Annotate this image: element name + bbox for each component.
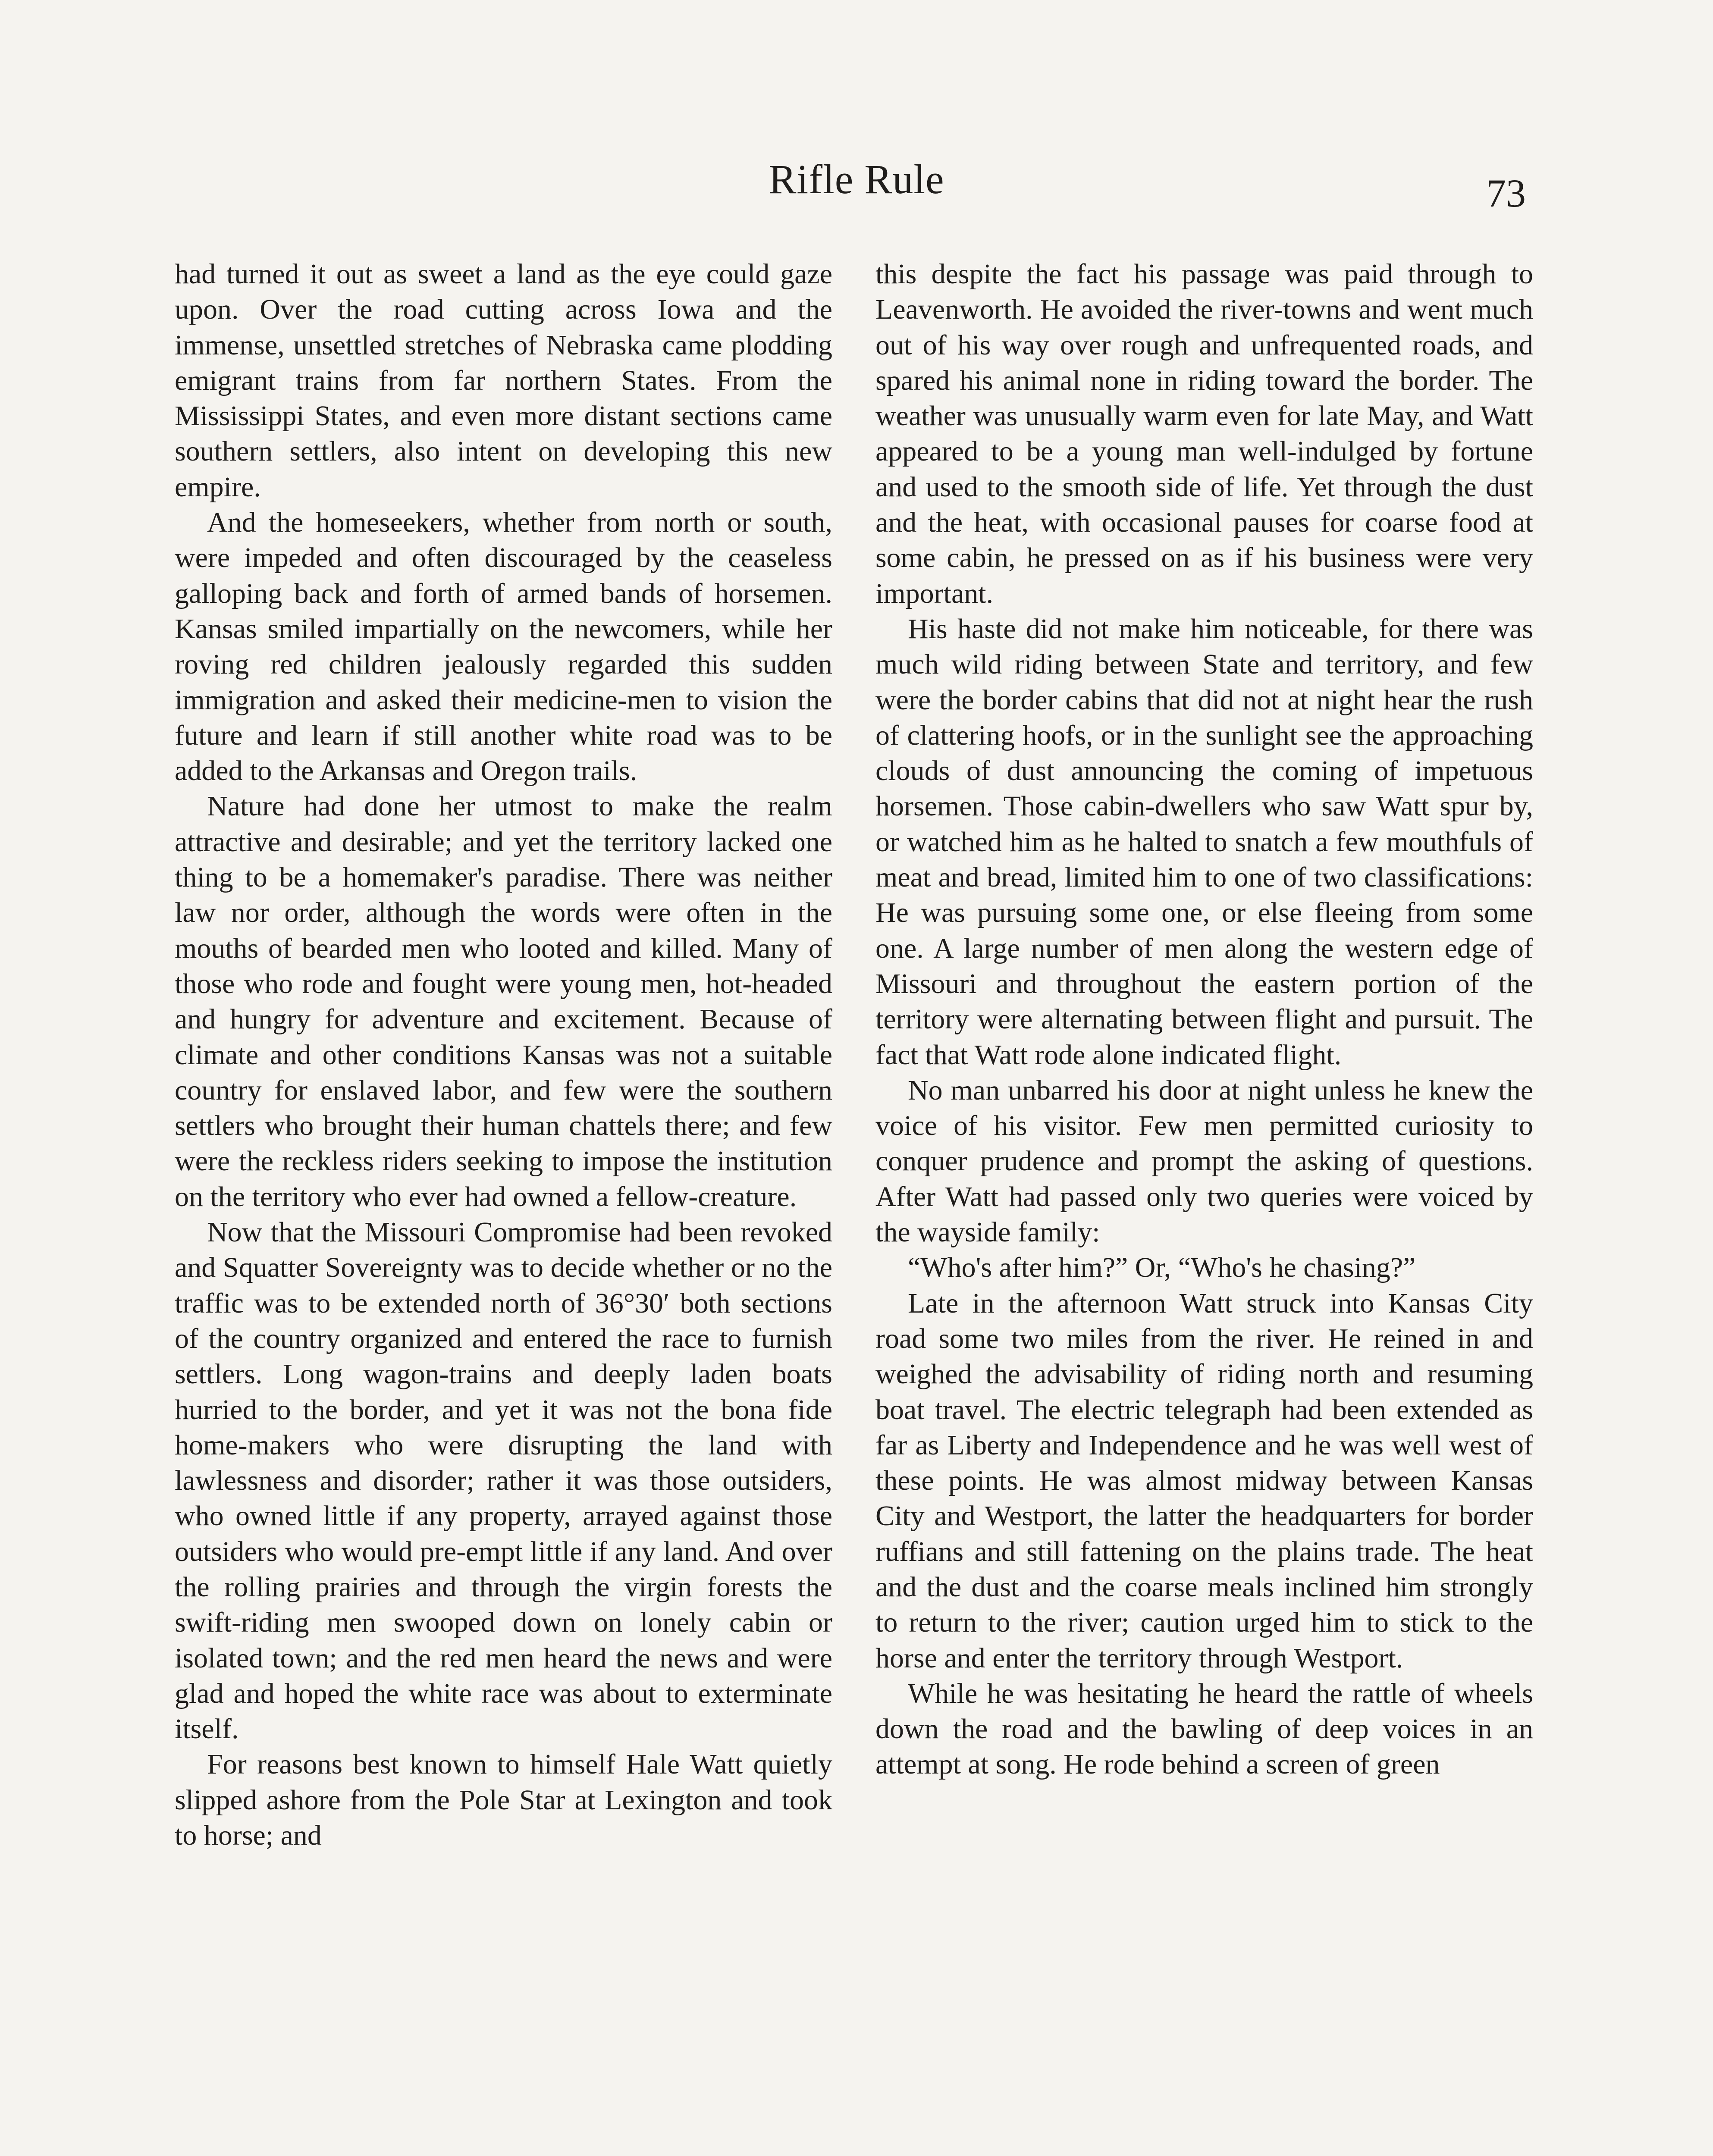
right-text-column xyxy=(875,257,1533,1783)
paragraph: had turned it out as sweet a land as the eye could gaze upon. Over the road cutting across Iowa and the immense, unsettled stretches of Nebraska came plodding emigrant trains from far northern States. From the Mississippi States, and even more distant sections came southern settlers, also intent on developing this new empire. xyxy=(175,258,832,503)
paragraph: And the homeseekers, whether from north or south, were impeded and often discouraged by the ceaseless galloping back and forth of armed bands of horsemen. Kansas smiled impartially on the newcomers, while her roving red children jealously regarded this sudden immigration and asked their medicine-men to vision the future and learn if still another white road was to be added to the Arkansas and Oregon trails. xyxy=(175,507,832,787)
paragraph: His haste did not make him noticeable, for there was much wild riding between State and territory, and few were the border cabins that did not at night hear the rush of clattering hoofs, or in the sunlight see the approaching clouds of dust announcing the coming of impetuous horsemen. Those cabin-dwellers who saw Watt spur by, or watched him as he halted to snatch a few mouthfuls of meat and bread, limited him to one of two classifications: He was pursuing some one, or else fleeing from some one. A large number of men along the western edge of Missouri and throughout the eastern portion of the territory were alternating between flight and pursuit. The fact that Watt rode alone indicated flight. xyxy=(875,613,1533,1071)
paragraph: For reasons best known to himself Hale Watt quietly slipped ashore from the Pole Star at Lexington and took to horse; and xyxy=(175,1749,832,1852)
paragraph: Nature had done her utmost to make the realm attractive and desirable; and yet the territory lacked one thing to be a homemaker's paradise. There was neither law nor order, although the words were often in the mouths of bearded men who looted and killed. Many of those who rode and fought were young men, hot-headed and hungry for adventure and excitement. Because of climate and other conditions Kansas was not a suitable country for enslaved labor, and few were the southern settlers who brought their human chattels there; and few were the reckless riders seeking to impose the institution on the territory who ever had owned a fellow-creature. xyxy=(175,790,832,1213)
paragraph: Now that the Missouri Compromise had been revoked and Squatter Sovereignty was to decide whether or no the traffic was to be extended north of 36°30′ both sections of the country organized and entered the race to furnish settlers. Long wagon-trains and deeply laden boats hurried to the border, and yet it was not the bona fide home-makers who were disrupting the land with lawlessness and disorder; rather it was those outsiders, who owned little if any property, arrayed against those outsiders who would pre-empt little if any land. And over the rolling prairies and through the virgin forests the swift-riding men swooped down on lonely cabin or isolated town; and the red men heard the news and were glad and hoped the white race was about to exterminate itself. xyxy=(175,1216,832,1745)
running-head-title: Rifle Rule xyxy=(769,156,944,202)
left-text-column xyxy=(175,257,832,1853)
page-number: 73 xyxy=(1486,171,1526,215)
paragraph: While he was hesitating he heard the rattle of wheels down the road and the bawling of deep voices in an attempt at song. He rode behind a screen of green xyxy=(875,1677,1533,1780)
paragraph: this despite the fact his passage was paid through to Leavenworth. He avoided the river-towns and went much out of his way over rough and unfrequented roads, and spared his animal none in riding toward the border. The weather was unusually warm even for late May, and Watt appeared to be a young man well-indulged by fortune and used to the smooth side of life. Yet through the dust and the heat, with occasional pauses for coarse food at some cabin, he pressed on as if his business were very important. xyxy=(875,258,1533,609)
quoted-dialogue: “Who's after him?” Or, “Who's he chasing?” xyxy=(908,1252,1416,1284)
paragraph: No man unbarred his door at night unless he knew the voice of his visitor. Few men permitted curiosity to conquer prudence and prompt the asking of questions. After Watt had passed only two queries were voiced by the wayside family: xyxy=(875,1074,1533,1248)
paragraph: Late in the afternoon Watt struck into Kansas City road some two miles from the river. He reined in and weighed the advisability of riding north and resuming boat travel. The electric telegraph had been extended as far as Liberty and Independence and he was well west of these points. He was almost midway between Kansas City and Westport, the latter the headquarters for border ruffians and still fattening on the plains trade. The heat and the dust and the coarse meals inclined him strongly to return to the river; caution urged him to stick to the horse and enter the territory through Westport. xyxy=(875,1287,1533,1674)
